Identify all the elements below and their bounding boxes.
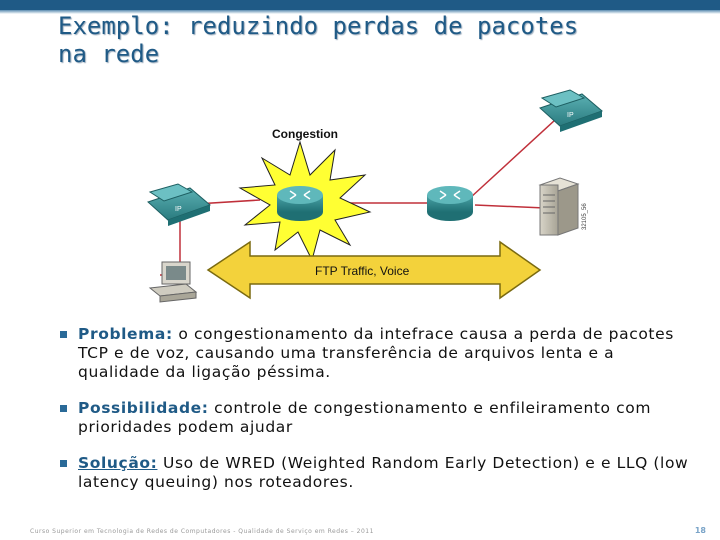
figure-code: 32105_56: [582, 203, 588, 230]
bullet-problema: [58, 325, 698, 382]
bullet-square-icon: [60, 331, 67, 338]
traffic-label: FTP Traffic, Voice: [315, 264, 410, 278]
page-number: 18: [694, 526, 706, 535]
ip-phone-left-icon: [148, 184, 210, 226]
bullet-text: Uso de WRED (Weighted Random Early Detection) e e LLQ (low latency queuing) nos roteadores.: [78, 454, 689, 491]
link-router-server: [475, 205, 545, 208]
network-links: [160, 120, 555, 275]
bullet-keyword: Problema:: [78, 325, 173, 343]
slide-title: [58, 12, 698, 68]
ip-badge-left: IP: [175, 206, 182, 213]
top-bar: [0, 0, 720, 10]
router-right-icon: [427, 186, 473, 221]
congestion-label: Congestion: [272, 127, 338, 141]
bullet-square-icon: [60, 460, 67, 467]
bullet-square-icon: [60, 405, 67, 412]
bullet-keyword: Solução:: [78, 454, 158, 472]
bullet-keyword: Possibilidade:: [78, 399, 209, 417]
bullet-list: [58, 325, 698, 509]
server-icon: [540, 178, 578, 235]
title-line-2: na rede: [58, 40, 160, 68]
bullet-text: controle de congestionamento e enfileiramento com prioridades podem ajudar: [78, 399, 652, 436]
footer-text: Curso Superior em Tecnologia de Redes de Computadores - Qualidade de Serviço em Redes – 2011: [30, 528, 374, 535]
bullet-possibilidade: [58, 399, 698, 437]
router-left-icon: [277, 186, 323, 221]
ip-badge-right: IP: [567, 112, 574, 119]
pc-icon: [150, 262, 196, 302]
title-line-1: Exemplo: reduzindo perdas de pacotes: [58, 12, 579, 40]
bullet-text: o congestionamento da intefrace causa a perda de pacotes TCP e de voz, causando uma transferência de arquivos lenta e a qualidade da ligação péssima.: [78, 325, 674, 381]
network-diagram: [0, 80, 720, 320]
bullet-solucao: [58, 454, 698, 492]
